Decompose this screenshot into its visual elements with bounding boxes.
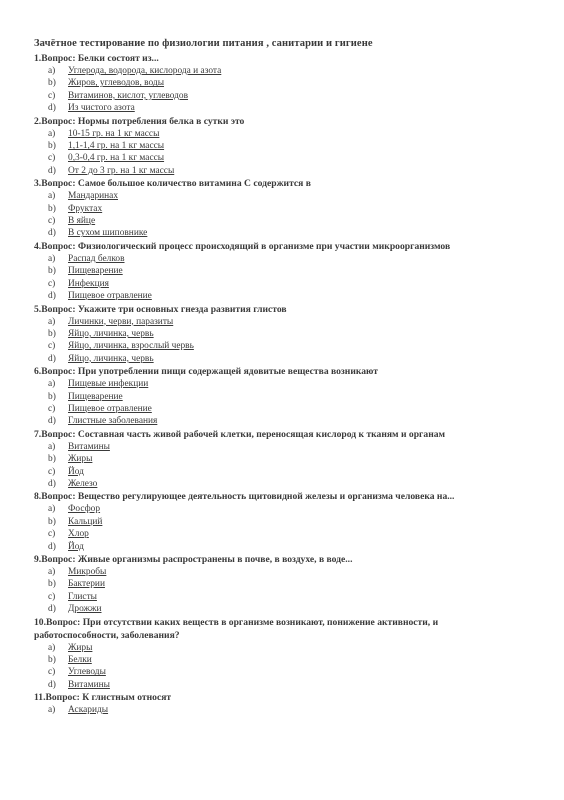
- question-number: 6.: [34, 366, 42, 378]
- question-1: [34, 52, 520, 115]
- answer-list: [34, 253, 520, 303]
- question-10: [34, 616, 520, 692]
- answer-letter: c): [48, 216, 56, 227]
- answer-letter: d): [48, 541, 56, 552]
- answer-letter: b): [48, 391, 56, 402]
- answer-text: Йод: [68, 466, 84, 477]
- answer-letter: d): [48, 353, 56, 364]
- question-label: Вопрос:: [46, 616, 81, 628]
- question-11: [34, 691, 520, 716]
- question-heading: [34, 177, 520, 190]
- answer-letter: b): [48, 655, 56, 666]
- answer-letter: d): [48, 103, 56, 114]
- answer-letter: а): [48, 567, 56, 577]
- answer-option: [48, 478, 520, 490]
- answer-option: [48, 102, 520, 114]
- question-4: [34, 240, 520, 303]
- answer-letter: d): [48, 679, 56, 690]
- answer-list: [34, 503, 520, 553]
- answer-letter: d): [48, 291, 56, 302]
- question-number: 9.: [34, 554, 42, 565]
- answer-option: [48, 704, 520, 716]
- answer-letter: а): [48, 316, 56, 327]
- answer-list: [34, 316, 520, 366]
- answer-letter: а): [48, 642, 56, 653]
- answer-text: Углеводы: [68, 667, 106, 678]
- answer-text: Фосфор: [68, 504, 101, 515]
- answer-option: [48, 603, 520, 615]
- answer-list: [34, 704, 520, 716]
- answer-option: [48, 340, 520, 352]
- answer-option: [48, 77, 520, 89]
- answer-letter: а): [48, 253, 56, 264]
- answer-option: [48, 316, 520, 328]
- answer-text: Распад белков: [68, 253, 125, 264]
- answer-option: [48, 265, 520, 277]
- question-heading: [34, 616, 520, 642]
- answer-letter: а): [48, 66, 56, 76]
- question-text: Белки состоят из...: [77, 53, 159, 64]
- answer-letter: c): [48, 591, 56, 602]
- question-number: 11.: [34, 692, 46, 704]
- question-label: Вопрос:: [41, 428, 76, 440]
- answer-text: В сухом шиповнике: [68, 228, 148, 239]
- answer-option: [48, 253, 520, 265]
- answer-text: 1,1-1,4 гр. на 1 кг массы: [68, 141, 165, 152]
- answer-letter: b): [48, 516, 56, 527]
- answer-text: Пищевое отравление: [68, 403, 152, 414]
- answer-letter: d): [48, 228, 56, 239]
- answer-option: [48, 453, 520, 465]
- question-text: Укажите три основных гнезда развития глистов: [77, 303, 287, 315]
- answer-text: Белки: [68, 655, 92, 666]
- answer-text: Из чистого азота: [68, 103, 135, 114]
- answer-list: [34, 65, 520, 115]
- question-6: [34, 365, 520, 428]
- answer-text: Аскариды: [68, 705, 109, 716]
- question-text: При употреблении пищи содержащей ядовитые вещества возникают: [77, 366, 378, 378]
- answer-text: Глистные заболевания: [68, 416, 158, 427]
- question-text: Нормы потребления белка в сутки это: [77, 115, 245, 127]
- question-heading: [34, 428, 520, 441]
- answer-letter: c): [48, 667, 56, 678]
- question-number: 8.: [34, 491, 42, 503]
- answer-option: [48, 140, 520, 152]
- question-label: Вопрос:: [41, 491, 76, 503]
- answer-option: [48, 290, 520, 302]
- question-number: 4.: [34, 240, 42, 252]
- answer-option: [48, 666, 520, 678]
- answer-option: [48, 128, 520, 140]
- answer-text: Кальций: [68, 516, 103, 527]
- answer-option: [48, 591, 520, 603]
- question-7: [34, 428, 520, 491]
- answer-option: [48, 466, 520, 478]
- answer-text: Бактерии: [68, 579, 105, 590]
- answer-list: [34, 190, 520, 240]
- answer-letter: b): [48, 203, 56, 214]
- answer-option: [48, 227, 520, 239]
- question-label: Вопрос:: [45, 692, 80, 704]
- answer-text: Хлор: [68, 529, 89, 540]
- questions-list: [34, 52, 520, 717]
- question-5: [34, 303, 520, 366]
- answer-letter: а): [48, 128, 56, 139]
- answer-option: [48, 391, 520, 403]
- question-heading: [34, 691, 520, 704]
- answer-letter: c): [48, 529, 56, 540]
- answer-text: Углерода, водорода, кислорода и азота: [68, 66, 222, 76]
- answer-letter: b): [48, 454, 56, 465]
- answer-letter: а): [48, 504, 56, 515]
- answer-letter: c): [48, 90, 56, 101]
- answer-text: Жиров, углеводов, воды: [68, 78, 165, 89]
- answer-text: В яйце: [68, 216, 96, 227]
- answer-option: [48, 654, 520, 666]
- answer-text: Дрожжи: [68, 604, 102, 615]
- question-text: К глистным относят: [82, 692, 172, 704]
- answer-option: [48, 215, 520, 227]
- question-number: 5.: [34, 303, 42, 315]
- answer-option: [48, 403, 520, 415]
- answer-option: [48, 528, 520, 540]
- question-number: 10.: [34, 616, 46, 628]
- question-label: Вопрос:: [41, 115, 76, 127]
- answer-text: Витаминов, кислот, углеводов: [68, 90, 189, 101]
- answer-option: [48, 541, 520, 553]
- question-2: [34, 115, 520, 178]
- question-text: При отсутствии каких веществ в организме возникают, понижение активности, и работоспособности, заболевания?: [34, 616, 439, 641]
- answer-text: Яйцо, личинка, червь: [68, 328, 154, 339]
- answer-letter: d): [48, 478, 56, 489]
- answer-text: Яйцо, личинка, червь: [68, 353, 154, 364]
- answer-text: Жиры: [68, 454, 93, 465]
- answer-text: Пищеварение: [68, 391, 123, 402]
- answer-option: [48, 328, 520, 340]
- answer-letter: d): [48, 604, 56, 615]
- answer-option: [48, 190, 520, 202]
- document-title: Зачётное тестирование по физиологии питания , санитарии и гигиене: [34, 38, 373, 49]
- question-label: Вопрос:: [41, 366, 76, 378]
- question-label: Вопрос:: [41, 303, 76, 315]
- answer-text: 10-15 гр. на 1 кг массы: [68, 128, 160, 139]
- question-heading: [34, 115, 520, 128]
- question-label: Вопрос:: [41, 240, 76, 252]
- question-text: Самое большое количество витамина С содержится в: [77, 178, 311, 190]
- question-number: 2.: [34, 115, 42, 127]
- answer-text: Железо: [68, 478, 98, 489]
- question-number: 7.: [34, 428, 42, 440]
- answer-option: [48, 642, 520, 654]
- question-text: Вещество регулирующее деятельность щитовидной железы и организма человека на...: [77, 491, 455, 503]
- answer-letter: d): [48, 416, 56, 427]
- answer-text: Витамины: [68, 679, 110, 690]
- answer-text: Мандаринах: [68, 191, 119, 202]
- answer-letter: c): [48, 403, 56, 414]
- answer-option: [48, 165, 520, 177]
- answer-option: [48, 578, 520, 590]
- answer-text: Глисты: [68, 591, 97, 602]
- answer-option: [48, 516, 520, 528]
- question-heading: [34, 52, 520, 65]
- answer-option: [48, 503, 520, 515]
- question-label: Вопрос:: [41, 53, 76, 64]
- answer-letter: b): [48, 141, 56, 152]
- answer-text: Йод: [68, 541, 84, 552]
- answer-text: Пищеварение: [68, 266, 123, 277]
- answer-letter: c): [48, 341, 56, 352]
- answer-option: [48, 415, 520, 427]
- answer-text: Инфекция: [68, 278, 109, 289]
- question-text: Живые организмы распространены в почве, в воздухе, в воде...: [77, 554, 353, 565]
- question-heading: [34, 365, 520, 378]
- answer-text: Яйцо, личинка, взрослый червь: [68, 341, 194, 352]
- answer-option: [48, 566, 520, 578]
- answer-option: [48, 353, 520, 365]
- answer-letter: d): [48, 165, 56, 176]
- answer-option: [48, 90, 520, 102]
- question-9: [34, 553, 520, 616]
- question-heading: [34, 240, 520, 253]
- question-text: Физиологический процесс происходящий в организме при участии микроорганизмов: [77, 240, 451, 252]
- question-heading: [34, 553, 520, 566]
- answer-text: От 2 до 3 гр. на 1 кг массы: [68, 165, 175, 176]
- answer-option: [48, 65, 520, 77]
- question-heading: [34, 490, 520, 503]
- answer-option: [48, 378, 520, 390]
- answer-option: [48, 278, 520, 290]
- answer-list: [34, 566, 520, 616]
- question-number: 1.: [34, 53, 42, 64]
- answer-list: [34, 378, 520, 428]
- answer-letter: c): [48, 278, 56, 289]
- question-3: [34, 177, 520, 240]
- answer-text: Пищевое отравление: [68, 291, 152, 302]
- answer-letter: c): [48, 153, 56, 164]
- question-8: [34, 490, 520, 553]
- answer-letter: b): [48, 328, 56, 339]
- answer-list: [34, 441, 520, 491]
- answer-letter: b): [48, 266, 56, 277]
- answer-option: [48, 441, 520, 453]
- question-heading: [34, 303, 520, 316]
- answer-letter: а): [48, 705, 56, 716]
- answer-text: Фруктах: [68, 203, 103, 214]
- answer-text: 0,3-0,4 гр. на 1 кг массы: [68, 153, 165, 164]
- question-text: Составная часть живой рабочей клетки, переносящая кислород к тканям и органам: [77, 428, 446, 440]
- answer-text: Жиры: [68, 642, 93, 653]
- question-label: Вопрос:: [41, 554, 76, 565]
- answer-text: Личинки, черви, паразиты: [68, 316, 174, 327]
- answer-option: [48, 152, 520, 164]
- answer-letter: а): [48, 191, 56, 202]
- answer-letter: а): [48, 441, 56, 452]
- answer-letter: а): [48, 379, 56, 390]
- answer-letter: c): [48, 466, 56, 477]
- answer-letter: b): [48, 579, 56, 590]
- answer-option: [48, 203, 520, 215]
- answer-text: Пищевые инфекции: [68, 379, 149, 390]
- answer-text: Витамины: [68, 441, 110, 452]
- answer-option: [48, 679, 520, 691]
- answer-list: [34, 128, 520, 178]
- answer-text: Микробы: [68, 567, 107, 577]
- question-number: 3.: [34, 178, 42, 190]
- answer-letter: b): [48, 78, 56, 89]
- question-label: Вопрос:: [41, 178, 76, 190]
- answer-list: [34, 642, 520, 692]
